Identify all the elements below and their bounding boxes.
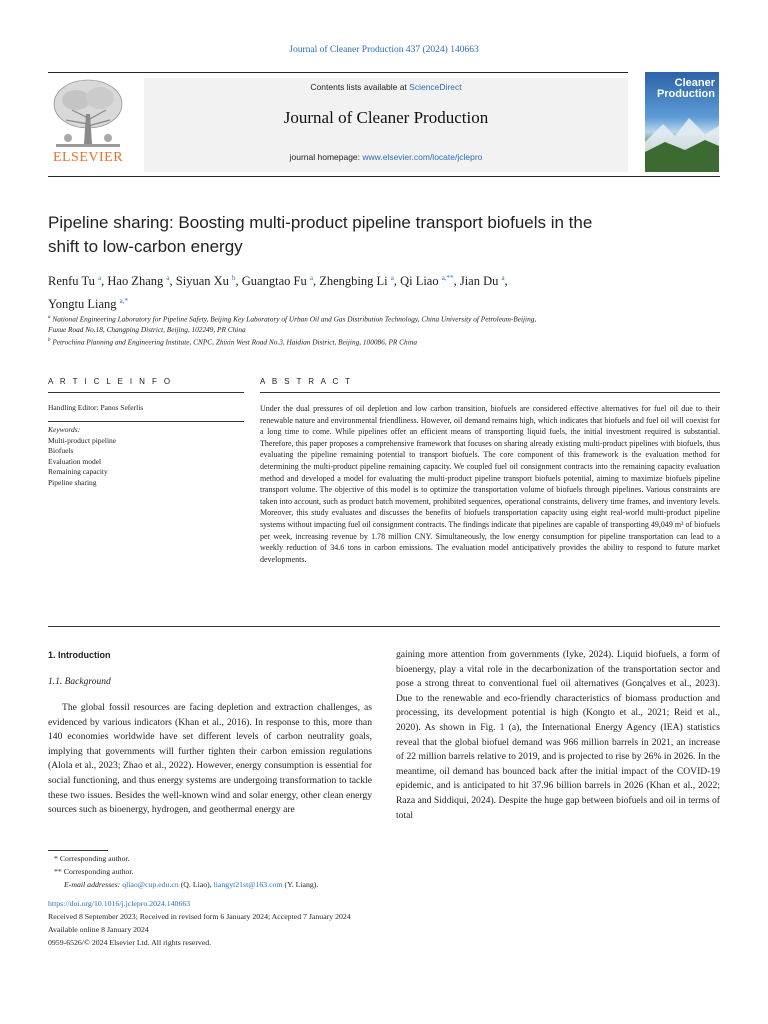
corresponding-author-1: * Corresponding author. bbox=[54, 854, 130, 863]
author-name[interactable]: Qi Liao bbox=[400, 274, 439, 289]
affiliation-b: $^b$ Petrochina Planning and Engineering Institute, CNPC, Zhixin West Road No.3, Haidian District, Beijing, 100086, PR China bbox=[48, 337, 418, 347]
author-affiliation-mark: a,** bbox=[441, 274, 454, 282]
intro-right-column: gaining more attention from governments (Iyke, 2024). Liquid biofuels, a form of bioenergy, play a vital role in the decarbonization of the transportation sector and pose a strong threat to conventional fuel oil alternatives (Gonçalves et al., 2023). Due to the renewable and eco-friendly characteristics of biomass production and processing, its development potential is high (Kongto et al., 2021; Reid et al., 2020). As shown in Fig. 1 (a), the International Energy Agency (IEA) statistics reveal that the global biofuel demand was 966 million barrels in 2021, an increase of 22 million barrels relative to 2019, and is projected to rise by 26% in 2026. In the meantime, oil demand has bounced back after the initial impact of the COVID-19 epidemic, and is anticipated to hit 37.96 billion barrels in 2026 (Khan et al., 2022; Raza and Siddiqui, 2024). Despite the huge gap between biofuels and oil in terms of total bbox=[396, 649, 720, 821]
author-name[interactable]: Renfu Tu bbox=[48, 274, 95, 289]
keyword-item: Multi-product pipeline bbox=[48, 435, 117, 445]
keywords-block bbox=[48, 425, 244, 488]
homepage-prefix: journal homepage: bbox=[289, 152, 363, 162]
doi-link[interactable]: https://doi.org/10.1016/j.jclepro.2024.140663 bbox=[48, 899, 191, 908]
cover-landscape-icon bbox=[645, 112, 719, 172]
cover-title bbox=[645, 78, 719, 100]
author-affiliation-mark: a bbox=[98, 274, 102, 282]
email-addresses bbox=[64, 879, 318, 890]
author-line2 bbox=[48, 291, 688, 314]
contents-line bbox=[144, 82, 628, 92]
abstract-text: Under the dual pressures of oil depletion and low carbon transition, biofuels are considered effective alternatives for fuel oil due to their renewable nature and environmental friendliness. However, oil demand remains high, which indicates that biofuels and fuel oil will coexist for a long time to come. While pipelines offer an efficient means of transporting liquid fuels, the initial investment required is substantial. Therefore, this paper proposes a comprehensive framework that focuses on sharing already existing multi-product pipelines with biofuels, thus evaluating the pipeline remaining potential to transport biofuels. The core component of this framework is the evaluation method for determining the multi-product pipeline remaining capacity. We coupled fuel oil consignment contracts into the remaining capacity evaluation method and developed a model for evaluating the multi-product pipeline transport biofuels potential, aiming to maximize biofuels pipeline transport volume. The objective of this model is to optimize the transportation volume of biofuels through pipelines. Various constraints are taken into account, such as product batch movement, prohibited sequences, operational constraints, delivery time frames, and inventory levels. Moreover, this study evaluates and discusses the benefits of biofuels transportation capacity using eight real-world multi-product pipeline systems without impacting fuel oil consignment contracts. The findings indicate that pipelines are capable of transporting 49,049 m³ of biofuels per week, increasing revenue by 1.78 million CNY. Simultaneously, the low energy consumption for pipeline transportation can lead to a weekly reduction of 34.6 tons in carbon emissions. The evaluation model anticipatively provides the ability to respond to future market developments. bbox=[260, 404, 720, 564]
elsevier-wordmark: ELSEVIER bbox=[52, 150, 124, 165]
keyword-item: Biofuels bbox=[48, 446, 74, 455]
author-affiliation-mark: a bbox=[390, 274, 394, 282]
homepage-link[interactable]: www.elsevier.com/locate/jclepro bbox=[362, 152, 483, 162]
author-name[interactable]: Hao Zhang bbox=[107, 274, 164, 289]
keywords-label: Keywords: bbox=[48, 425, 81, 434]
author-name[interactable]: Guangtao Fu bbox=[241, 274, 307, 289]
footnote-rule bbox=[48, 850, 108, 851]
affiliation-a: $^a$ National Engineering Laboratory for Pipeline Safety, Beijing Key Laboratory of Urban Oil and Gas Distribution Technology, China University of Petroleum-Beijing, Fuxue Road No.18, Changping District, Beijing, 102249, PR China bbox=[48, 312, 688, 335]
cover-title-line2: Production bbox=[656, 88, 715, 100]
article-info-heading: A R T I C L E I N F O bbox=[48, 377, 173, 386]
abstract-heading: A B S T R A C T bbox=[260, 377, 353, 386]
intro-left-column: The global fossil resources are facing depletion and extraction challenges, as evidenced by various indicators (Khan et al., 2016). In response to this, more than 140 economies worldwide have set different levels of carbon neutrality goals, implying that governments will further tighten their carbon emission regulations (Alola et al., 2023; Zhao et al., 2022). However, energy consumption is essential for social functioning, and thus energy systems are undergoing transformation to tackle these two issues. Besides the well-known wind and solar energy, other clean energy sources such as bioenergy, hydrogen, and geothermal energy are bbox=[48, 702, 372, 816]
received-dates: Received 8 September 2023; Received in revised form 6 January 2024; Accepted 7 January 2024 bbox=[48, 912, 351, 921]
journal-homepage-line bbox=[144, 152, 628, 162]
author-name[interactable]: Jian Du bbox=[459, 274, 499, 289]
affiliation-b-text: Petrochina Planning and Engineering Institute, CNPC, Zhixin West Road No.3, Haidian District, Beijing, 100086, PR China bbox=[52, 337, 418, 347]
affiliation-a-line2: Fuxue Road No.18, Changping District, Beijing, 102249, PR China bbox=[48, 325, 246, 335]
article-info-rule bbox=[48, 392, 244, 393]
email-link-liang[interactable]: liangyt21st@163.com bbox=[213, 880, 283, 889]
email-owner-liao: (Q. Liao), bbox=[180, 880, 212, 889]
header-top-rule bbox=[48, 72, 628, 73]
author-affiliation-mark: a bbox=[166, 274, 170, 282]
journal-title: Journal of Cleaner Production bbox=[283, 108, 489, 127]
copyright-line: 0959-6526/© 2024 Elsevier Ltd. All rights reserved. bbox=[48, 938, 212, 947]
author-affiliation-mark: b bbox=[232, 274, 236, 282]
header-bottom-rule bbox=[48, 176, 720, 177]
article-info-divider bbox=[48, 421, 244, 422]
cover-title-line1: Cleaner bbox=[674, 77, 715, 89]
handling-editor: Handling Editor: Panos Seferlis bbox=[48, 403, 144, 412]
author-name[interactable]: Siyuan Xu bbox=[175, 274, 229, 289]
sciencedirect-link[interactable]: ScienceDirect bbox=[409, 82, 462, 92]
email-link-liao[interactable]: qliao@cup.edu.cn bbox=[122, 880, 179, 889]
available-online: Available online 8 January 2024 bbox=[48, 925, 149, 934]
article-title-line2: shift to low-carbon energy bbox=[48, 237, 243, 256]
email-owner-liang: (Y. Liang). bbox=[284, 880, 319, 889]
abstract-bottom-rule bbox=[48, 626, 720, 627]
article-title-line1: Pipeline sharing: Boosting multi-product pipeline transport biofuels in the bbox=[48, 213, 593, 232]
author-name[interactable]: Zhengbing Li bbox=[319, 274, 388, 289]
author-line1: Renfu Tu $^a$, Hao Zhang $^a$, Siyuan Xu $^b$, Guangtao Fu $^a$, Zhengbing Li $^a$, Qi Liao $^{a,**}$, Jian Du $^a$, bbox=[48, 274, 508, 289]
author-affiliation-mark: a bbox=[309, 274, 313, 282]
keyword-item: Evaluation model bbox=[48, 456, 102, 466]
author-name[interactable]: Yongtu Liang bbox=[48, 297, 117, 312]
keyword-item: Remaining capacity bbox=[48, 467, 108, 476]
affiliation-a-line1: National Engineering Laboratory for Pipeline Safety, Beijing Key Laboratory of Urban Oil and Gas Distribution Technology, China University of Petroleum-Beijing, bbox=[52, 314, 537, 324]
corresponding-author-2: ** Corresponding author. bbox=[54, 867, 134, 876]
author-list bbox=[48, 268, 688, 314]
journal-cover-thumbnail[interactable] bbox=[645, 72, 719, 172]
author-affiliation-mark: a bbox=[501, 274, 505, 282]
running-head: Journal of Cleaner Production 437 (2024) 140663 bbox=[289, 45, 479, 55]
subsection-title-background: 1.1. Background bbox=[48, 677, 111, 687]
abstract-rule bbox=[260, 392, 720, 393]
keyword-item: Pipeline sharing bbox=[48, 477, 97, 487]
section-title-introduction: 1. Introduction bbox=[48, 650, 111, 660]
author-affiliation-mark: a,* bbox=[119, 297, 129, 306]
contents-prefix: Contents lists available at bbox=[310, 82, 410, 92]
article-title bbox=[48, 211, 688, 259]
email-label: E-mail addresses: bbox=[64, 880, 121, 889]
